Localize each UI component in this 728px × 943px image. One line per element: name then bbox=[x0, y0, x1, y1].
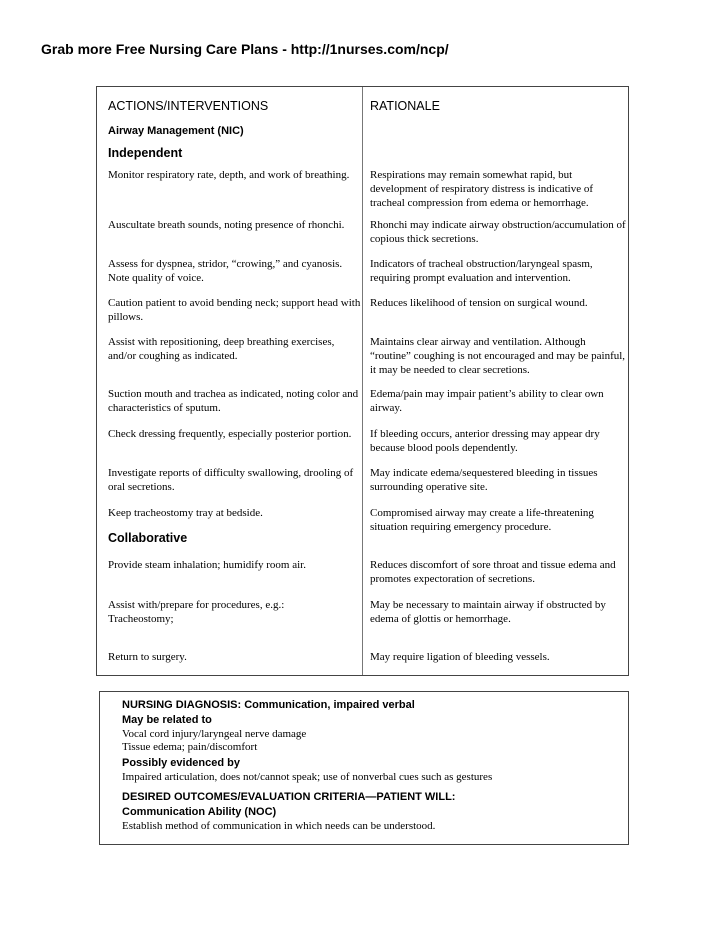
related-label: May be related to bbox=[122, 714, 212, 726]
noc-label: Communication Ability (NOC) bbox=[122, 806, 277, 818]
rationale-line: surrounding operative site. bbox=[370, 481, 488, 493]
rationale-cell bbox=[370, 650, 550, 664]
action-line: Return to surgery. bbox=[108, 651, 187, 663]
rationale-cell bbox=[370, 218, 626, 246]
section-title: Airway Management (NIC) bbox=[108, 125, 244, 137]
action-line: oral secretions. bbox=[108, 481, 175, 493]
action-cell bbox=[108, 168, 349, 182]
action-cell bbox=[108, 558, 306, 572]
rationale-line: Respirations may remain somewhat rapid, but bbox=[370, 169, 573, 181]
action-line: Keep tracheostomy tray at bedside. bbox=[108, 507, 263, 519]
collaborative-label: Collaborative bbox=[108, 531, 188, 545]
rationale-cell bbox=[370, 387, 604, 415]
page-header-link[interactable]: Grab more Free Nursing Care Plans - http://1nurses.com/ncp/ bbox=[41, 41, 449, 57]
rationale-line: edema of glottis or hemorrhage. bbox=[370, 613, 511, 625]
rationale-line: May require ligation of bleeding vessels. bbox=[370, 651, 550, 663]
rationale-line: Reduces likelihood of tension on surgical wound. bbox=[370, 297, 588, 309]
rationale-cell bbox=[370, 257, 593, 285]
rationale-cell bbox=[370, 296, 588, 310]
rationale-cell bbox=[370, 598, 606, 626]
action-line: Assist with/prepare for procedures, e.g.: bbox=[108, 599, 285, 611]
action-line: Caution patient to avoid bending neck; support head with bbox=[108, 297, 361, 309]
rationale-cell bbox=[370, 335, 625, 377]
action-cell bbox=[108, 506, 263, 520]
action-cell bbox=[108, 427, 351, 441]
diagnosis-title: NURSING DIAGNOSIS: Communication, impaired verbal bbox=[122, 699, 415, 711]
rationale-line: Reduces discomfort of sore throat and tissue edema and bbox=[370, 559, 616, 571]
action-cell bbox=[108, 257, 342, 285]
evidenced-text: Impaired articulation, does not/cannot speak; use of nonverbal cues such as gestures bbox=[122, 771, 493, 783]
related-item: Tissue edema; pain/discomfort bbox=[122, 741, 258, 753]
action-line: Assess for dyspnea, stridor, “crowing,” and cyanosis. bbox=[108, 258, 343, 270]
action-line: Provide steam inhalation; humidify room air. bbox=[108, 559, 306, 571]
action-line: pillows. bbox=[108, 311, 144, 323]
rationale-line: airway. bbox=[370, 402, 402, 414]
rationale-line: If bleeding occurs, anterior dressing may appear dry bbox=[370, 428, 600, 440]
rationale-cell bbox=[370, 168, 593, 210]
action-line: Check dressing frequently, especially posterior portion. bbox=[108, 428, 352, 440]
noc-text: Establish method of communication in which needs can be understood. bbox=[122, 820, 436, 832]
rationale-line: Maintains clear airway and ventilation. Although bbox=[370, 336, 586, 348]
action-line: Tracheostomy; bbox=[108, 613, 174, 625]
rationale-line: requiring prompt evaluation and intervention. bbox=[370, 272, 571, 284]
action-line: Auscultate breath sounds, noting presence of rhonchi. bbox=[108, 219, 345, 231]
actions-column-header: ACTIONS/INTERVENTIONS bbox=[108, 99, 269, 113]
rationale-line: because blood pools dependently. bbox=[370, 442, 518, 454]
related-item: Vocal cord injury/laryngeal nerve damage bbox=[122, 728, 307, 740]
rationale-line: “routine” coughing is not encouraged and may be painful, bbox=[370, 350, 626, 362]
rationale-cell bbox=[370, 558, 616, 586]
column-divider bbox=[362, 87, 363, 675]
rationale-line: situation requiring emergency procedure. bbox=[370, 521, 552, 533]
action-cell bbox=[108, 598, 284, 626]
action-cell bbox=[108, 650, 187, 664]
rationale-line: promotes expectoration of secretions. bbox=[370, 573, 535, 585]
action-line: and/or coughing as indicated. bbox=[108, 350, 238, 362]
action-line: Investigate reports of difficulty swallowing, drooling of bbox=[108, 467, 354, 479]
rationale-line: May indicate edema/sequestered bleeding in tissues bbox=[370, 467, 598, 479]
action-line: Assist with repositioning, deep breathing exercises, bbox=[108, 336, 335, 348]
evidenced-label: Possibly evidenced by bbox=[122, 757, 240, 769]
action-line: Monitor respiratory rate, depth, and work of breathing. bbox=[108, 169, 350, 181]
action-cell bbox=[108, 387, 358, 415]
independent-label: Independent bbox=[108, 146, 183, 160]
rationale-column-header: RATIONALE bbox=[370, 99, 440, 113]
rationale-line: Edema/pain may impair patient’s ability to clear own bbox=[370, 388, 604, 400]
rationale-cell bbox=[370, 506, 594, 534]
rationale-line: it may be needed to clear secretions. bbox=[370, 364, 530, 376]
rationale-line: development of respiratory distress is indicative of bbox=[370, 183, 593, 195]
rationale-line: May be necessary to maintain airway if obstructed by bbox=[370, 599, 606, 611]
rationale-line: Indicators of tracheal obstruction/laryngeal spasm, bbox=[370, 258, 593, 270]
rationale-line: Rhonchi may indicate airway obstruction/accumulation of bbox=[370, 219, 626, 231]
rationale-line: Compromised airway may create a life-threatening bbox=[370, 507, 594, 519]
rationale-line: copious thick secretions. bbox=[370, 233, 479, 245]
outcomes-label: DESIRED OUTCOMES/EVALUATION CRITERIA—PATIENT WILL: bbox=[122, 791, 456, 803]
action-line: Note quality of voice. bbox=[108, 272, 204, 284]
rationale-line: tracheal compression from edema or hemorrhage. bbox=[370, 197, 589, 209]
rationale-cell bbox=[370, 427, 600, 455]
action-line: characteristics of sputum. bbox=[108, 402, 221, 414]
action-cell bbox=[108, 335, 334, 363]
action-cell bbox=[108, 296, 360, 324]
action-cell bbox=[108, 466, 353, 494]
action-line: Suction mouth and trachea as indicated, noting color and bbox=[108, 388, 359, 400]
action-cell bbox=[108, 218, 344, 232]
rationale-cell bbox=[370, 466, 598, 494]
